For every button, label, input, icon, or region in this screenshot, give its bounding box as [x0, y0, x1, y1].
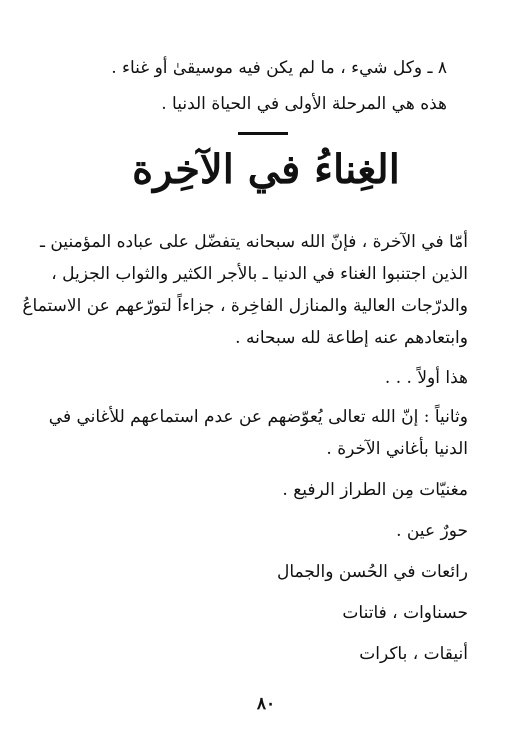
page-number: ٨٠ — [256, 694, 276, 714]
paragraph-line-2: الذين اجتنبوا الغناء في الدنيا ـ بالأجر الكثير والثواب الجزيل ، — [51, 264, 468, 284]
decorative-rule — [238, 132, 288, 135]
first-point-line: هذا أولاً . . . — [384, 368, 468, 388]
paragraph-line-4: وابتعادهم عنه إطاعة لله سبحانه . — [235, 328, 468, 348]
list-item-1: مغنيّات مِن الطراز الرفيع . — [282, 480, 468, 500]
list-item-2: حورٌ عين . — [396, 521, 468, 541]
list-item-4: حسناوات ، فاتنات — [342, 603, 468, 623]
paragraph-line-3: والدرّجات العالية والمنازل الفاخِرة ، جزاءاً لتورّعهم عن الاستماعُ — [22, 296, 468, 316]
text-line-stage-summary: هذه هي المرحلة الأولى في الحياة الدنيا . — [161, 94, 447, 114]
list-item-5: أنيقات ، باكرات — [359, 644, 468, 664]
second-point-line-2: الدنيا بأغاني الآخرة . — [326, 439, 468, 459]
list-item-3: رائعات في الحُسن والجمال — [277, 562, 468, 582]
second-point-line-1: وثانياً : إنّ الله تعالى يُعوّضهم عن عدم استماعهم للأغاني في — [48, 407, 468, 427]
section-title: الغِناءُ في الآخِرة — [132, 146, 400, 193]
paragraph-line-1: أمّا في الآخرة ، فإنّ الله سبحانه يتفضّل على عباده المؤمنين ـ — [39, 232, 468, 252]
text-line-item-8: ٨ ـ وكل شيء ، ما لم يكن فيه موسيقىٰ أو غناء . — [111, 58, 447, 78]
